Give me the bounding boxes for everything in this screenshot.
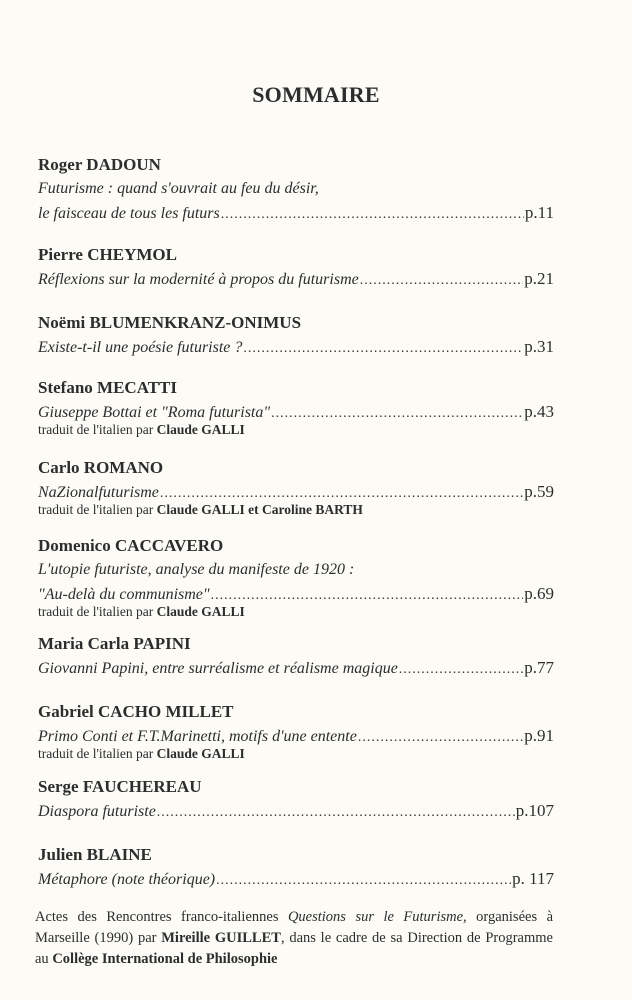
dot-leader [271,402,523,426]
toc-entry [38,311,554,361]
institution-name: Collège International de Philosophie [52,951,278,967]
entry-title: Giuseppe Bottai et "Roma futurista" [38,404,271,421]
toc-entry [38,843,554,893]
entry-page-number: p.43 [524,402,554,421]
translator-prefix: traduit de l'italien par [38,604,154,619]
toc-entry [38,632,554,682]
toc-entry [38,376,554,437]
entry-author: Domenico CACCAVERO [38,536,224,555]
dot-leader [243,337,523,361]
entry-title: Diaspora futuriste [38,803,156,820]
translator-prefix: traduit de l'italien par [38,746,154,761]
entry-title-line: Futurisme : quand s'ouvrait au feu du désir, [38,180,319,197]
entry-title-leader[interactable] [38,201,554,227]
toc-entry [38,700,554,761]
entry-title: Réflexions sur la modernité à propos du futurisme [38,271,359,288]
entry-author: Noëmi BLUMENKRANZ-ONIMUS [38,313,302,332]
dot-leader [216,869,511,893]
toc-entry [38,534,554,619]
entry-title: Primo Conti et F.T.Marinetti, motifs d'une entente [38,728,357,745]
entry-author: Roger DADOUN [38,155,161,174]
dot-leader [399,658,523,682]
entry-page-number: p.77 [524,658,554,677]
entry-title: Métaphore (note théorique) [38,871,216,888]
entry-page-number: p.11 [524,203,554,222]
toc-entry [38,243,554,293]
entry-title-line: L'utopie futuriste, analyse du manifeste de 1920 : [38,561,355,578]
entry-author: Carlo ROMANO [38,458,164,477]
entry-author: Gabriel CACHO MILLET [38,702,234,721]
dot-leader [360,269,524,293]
entry-title: NaZionalfuturisme [38,484,159,501]
translator-prefix: traduit de l'italien par [38,502,154,517]
entry-page-number: p.91 [524,726,554,745]
entry-page-number: p.31 [524,337,554,356]
footer-text: organisées à Marseille (1990) par [35,909,554,946]
event-title: Questions sur le Futurisme, [287,909,467,925]
entry-page-number: p.107 [515,801,554,820]
entry-page-number: p. 117 [512,869,554,888]
toc-entry [38,456,554,517]
translator-name: Claude GALLI [156,422,245,437]
footer-text: , dans le cadre de sa Direction de Programme au [35,930,553,967]
entry-author: Pierre CHEYMOL [38,245,177,264]
entry-title-leader[interactable] [38,335,554,361]
translator-name: Claude GALLI [156,604,245,619]
entry-title: "Au-delà du communisme" [38,586,210,603]
toc-entry [38,775,554,825]
entry-title-leader[interactable] [38,267,554,293]
translator-name: Claude GALLI [156,746,245,761]
entry-page-number: p.21 [524,269,554,288]
dot-leader [157,801,515,825]
entry-page-number: p.69 [524,584,554,603]
entry-page-number: p.59 [524,482,554,501]
entry-title: Existe-t-il une poésie futuriste ? [38,339,243,356]
dot-leader [211,584,524,608]
proceedings-note [35,907,553,970]
entry-title: Giovanni Papini, entre surréalisme et réalisme magique [38,660,398,677]
dot-leader [221,203,524,227]
entry-title: le faisceau de tous les futurs [38,205,220,222]
toc-entry [38,153,554,227]
organizer-name: Mireille GUILLET [161,930,281,946]
entry-title-leader[interactable] [38,799,554,825]
entry-author: Julien BLAINE [38,845,152,864]
entry-title-leader[interactable] [38,656,554,682]
entry-title-leader[interactable] [38,867,554,893]
translator-prefix: traduit de l'italien par [38,422,154,437]
page-title: SOMMAIRE [252,82,380,107]
entry-author: Maria Carla PAPINI [38,634,191,653]
entry-author: Serge FAUCHEREAU [38,777,202,796]
footer-text: Actes des Rencontres franco-italiennes [35,909,288,925]
entry-author: Stefano MECATTI [38,378,177,397]
dot-leader [358,726,523,750]
translator-name: Claude GALLI et Caroline BARTH [156,502,363,517]
